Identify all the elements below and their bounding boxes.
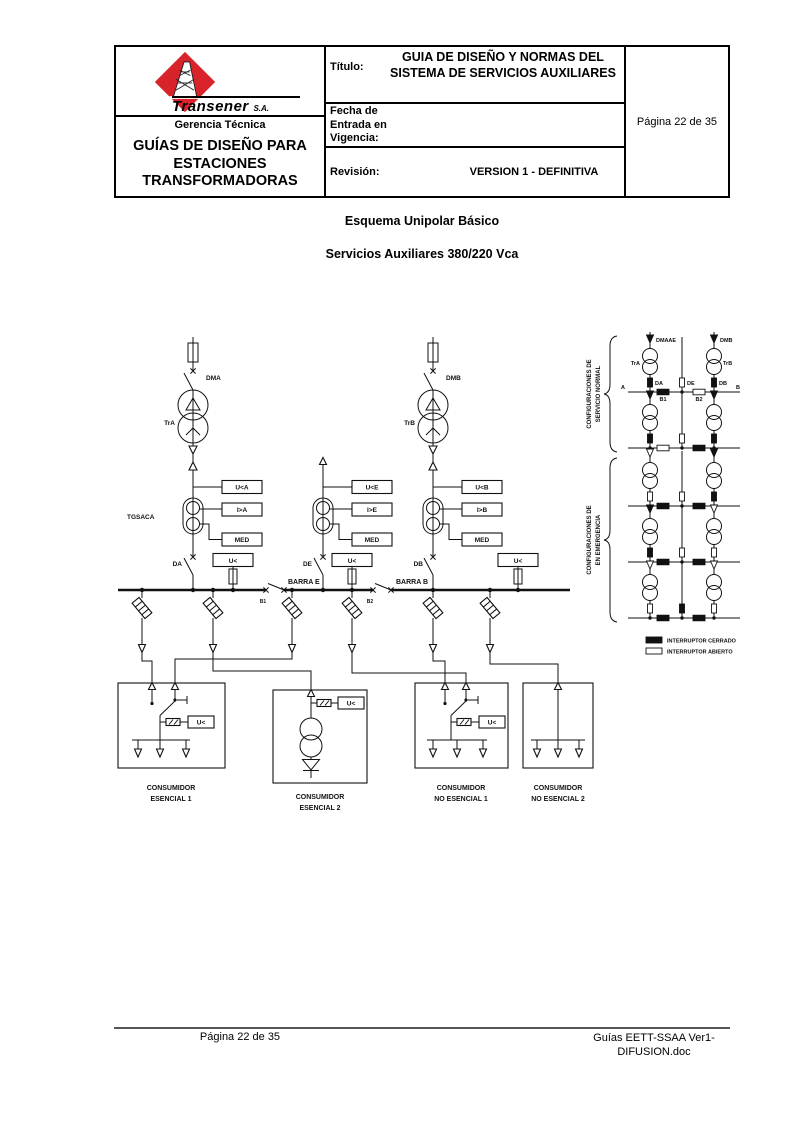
uv-relay-b-label: U<: [513, 557, 523, 565]
label-de: DE: [302, 561, 312, 568]
relay-uvb: U<B: [475, 484, 489, 492]
brand-name: Transener: [172, 98, 249, 115]
svg-text:A: A: [621, 385, 625, 391]
uv-relay-e-label: U<: [347, 557, 357, 565]
brace-normal: [604, 336, 617, 452]
svg-text:DE: DE: [687, 381, 695, 387]
document-series-title: GUÍAS DE DISEÑO PARA ESTACIONES TRANSFORMADORAS: [133, 138, 307, 189]
relay-ie: I>E: [367, 507, 377, 514]
label-barra-b: BARRA B: [396, 579, 429, 586]
titulo-row: [326, 47, 624, 104]
org-name: Gerencia Técnica: [174, 119, 266, 131]
config-diagram-4: [628, 502, 740, 565]
svg-text:B: B: [736, 385, 740, 391]
svg-text:DB: DB: [719, 381, 727, 387]
consumer-box-esencial-1: [118, 683, 225, 769]
relay-med-e: MED: [364, 537, 380, 544]
footer-doc-name: [573, 1031, 735, 1059]
consumer2-line1: CONSUMIDOR: [295, 794, 345, 801]
svg-text:B2: B2: [695, 397, 703, 403]
revision-value: VERSION 1 - DEFINITIVA: [469, 166, 599, 178]
diagram-subtitle: Servicios Auxiliares 380/220 Vca: [325, 247, 519, 261]
relay-ib: I>B: [476, 507, 488, 514]
fecha-row: [326, 104, 624, 148]
svg-text:DMB: DMB: [720, 338, 733, 344]
config-emergency-title1: CONFIGURACIONES DE: [587, 505, 593, 575]
label-coupler-b2: B2: [366, 599, 374, 605]
relay-ia: I>A: [236, 507, 248, 514]
consumer3-line1: CONSUMIDOR: [436, 785, 486, 792]
svg-text:DMA: DMA: [656, 338, 669, 344]
config-diagram-2: [628, 388, 740, 451]
svg-text:TrB: TrB: [723, 361, 733, 367]
label-db: DB: [413, 561, 423, 568]
svg-text:DA: DA: [655, 381, 663, 387]
label-tra: TrA: [164, 420, 175, 427]
label-trb: TrB: [404, 420, 415, 427]
bus-coupler-b2: [370, 584, 393, 593]
header-table: [114, 45, 730, 198]
bus-feeders: [132, 590, 558, 689]
consumer1-line2: ESENCIAL 1: [150, 796, 192, 803]
config-diagram-5: [628, 558, 740, 621]
footer-doc-line2: DIFUSION.doc: [617, 1046, 691, 1058]
svg-text:AE: AE: [668, 338, 676, 344]
relay-uva: U<A: [235, 484, 249, 492]
uv-relay-a-label: U<: [228, 557, 238, 565]
config-diagram-3: [628, 446, 740, 509]
config-emergency-title2: EN EMERGENCIA: [596, 514, 602, 566]
brand-suffix: S.A.: [253, 104, 269, 113]
svg-text:INTERRUPTOR ABIERTO: INTERRUPTOR ABIERTO: [667, 649, 733, 656]
uv-box1-label: U<: [196, 719, 206, 727]
consumer4-line1: CONSUMIDOR: [533, 785, 583, 792]
relay-med-b: MED: [474, 537, 490, 544]
config-diagram-1: [621, 332, 740, 403]
consumer1-line1: CONSUMIDOR: [146, 785, 196, 792]
footer-doc-line1: Guías EETT-SSAA Ver1-: [593, 1032, 715, 1044]
consumer4-line2: NO ESENCIAL 2: [531, 796, 585, 803]
brace-emergency: [604, 458, 617, 622]
label-dma: DMA: [206, 375, 221, 382]
consumer-box-no-esencial-2: [523, 683, 593, 769]
revision-label: Revisión:: [330, 166, 380, 178]
diagram-title: Esquema Unipolar Básico: [344, 214, 500, 228]
breaker-state-legend: [646, 637, 737, 656]
consumer2-line2: ESENCIAL 2: [299, 805, 341, 812]
titulo-value: GUIA DE DISEÑO Y NORMAS DEL SISTEMA DE SERVICIOS AUXILIARES: [390, 50, 616, 80]
config-normal-title1: CONFIGURACIONES DE: [587, 359, 593, 429]
fecha-label: Fecha de Entrada en Vigencia:: [330, 105, 387, 144]
label-da: DA: [172, 561, 182, 568]
label-dmb: DMB: [446, 375, 461, 382]
footer-divider: [114, 1027, 730, 1029]
header-middle-column: [326, 47, 626, 196]
logo-cell: [116, 47, 324, 117]
brand-wordmark: [172, 96, 300, 115]
page-number-cell: [626, 47, 728, 196]
header-left-column: [116, 47, 326, 196]
relay-med-a: MED: [234, 537, 250, 544]
svg-text:INTERRUPTOR CERRADO: INTERRUPTOR CERRADO: [667, 638, 736, 645]
relay-uve: U<E: [365, 484, 379, 492]
uv-box2-label: U<: [346, 700, 356, 708]
svg-text:B1: B1: [659, 397, 667, 403]
titulo-label: Título:: [330, 61, 364, 73]
label-coupler-b1: B1: [259, 599, 267, 605]
page-number: Página 22 de 35: [636, 115, 718, 128]
header-left-bottom: [116, 117, 324, 196]
svg-text:TrA: TrA: [630, 361, 640, 367]
footer-page-number: Página 22 de 35: [199, 1031, 281, 1043]
config-normal-title2: SERVICIO NORMAL: [596, 365, 602, 423]
configuration-diagrams: [621, 332, 740, 621]
label-barra-e: BARRA E: [288, 579, 320, 586]
revision-row: [326, 148, 624, 196]
label-tgsaca: TGSACA: [127, 514, 155, 521]
uv-box3-label: U<: [487, 719, 497, 727]
bus-coupler-b1: [263, 584, 286, 593]
consumer3-line2: NO ESENCIAL 1: [434, 796, 488, 803]
